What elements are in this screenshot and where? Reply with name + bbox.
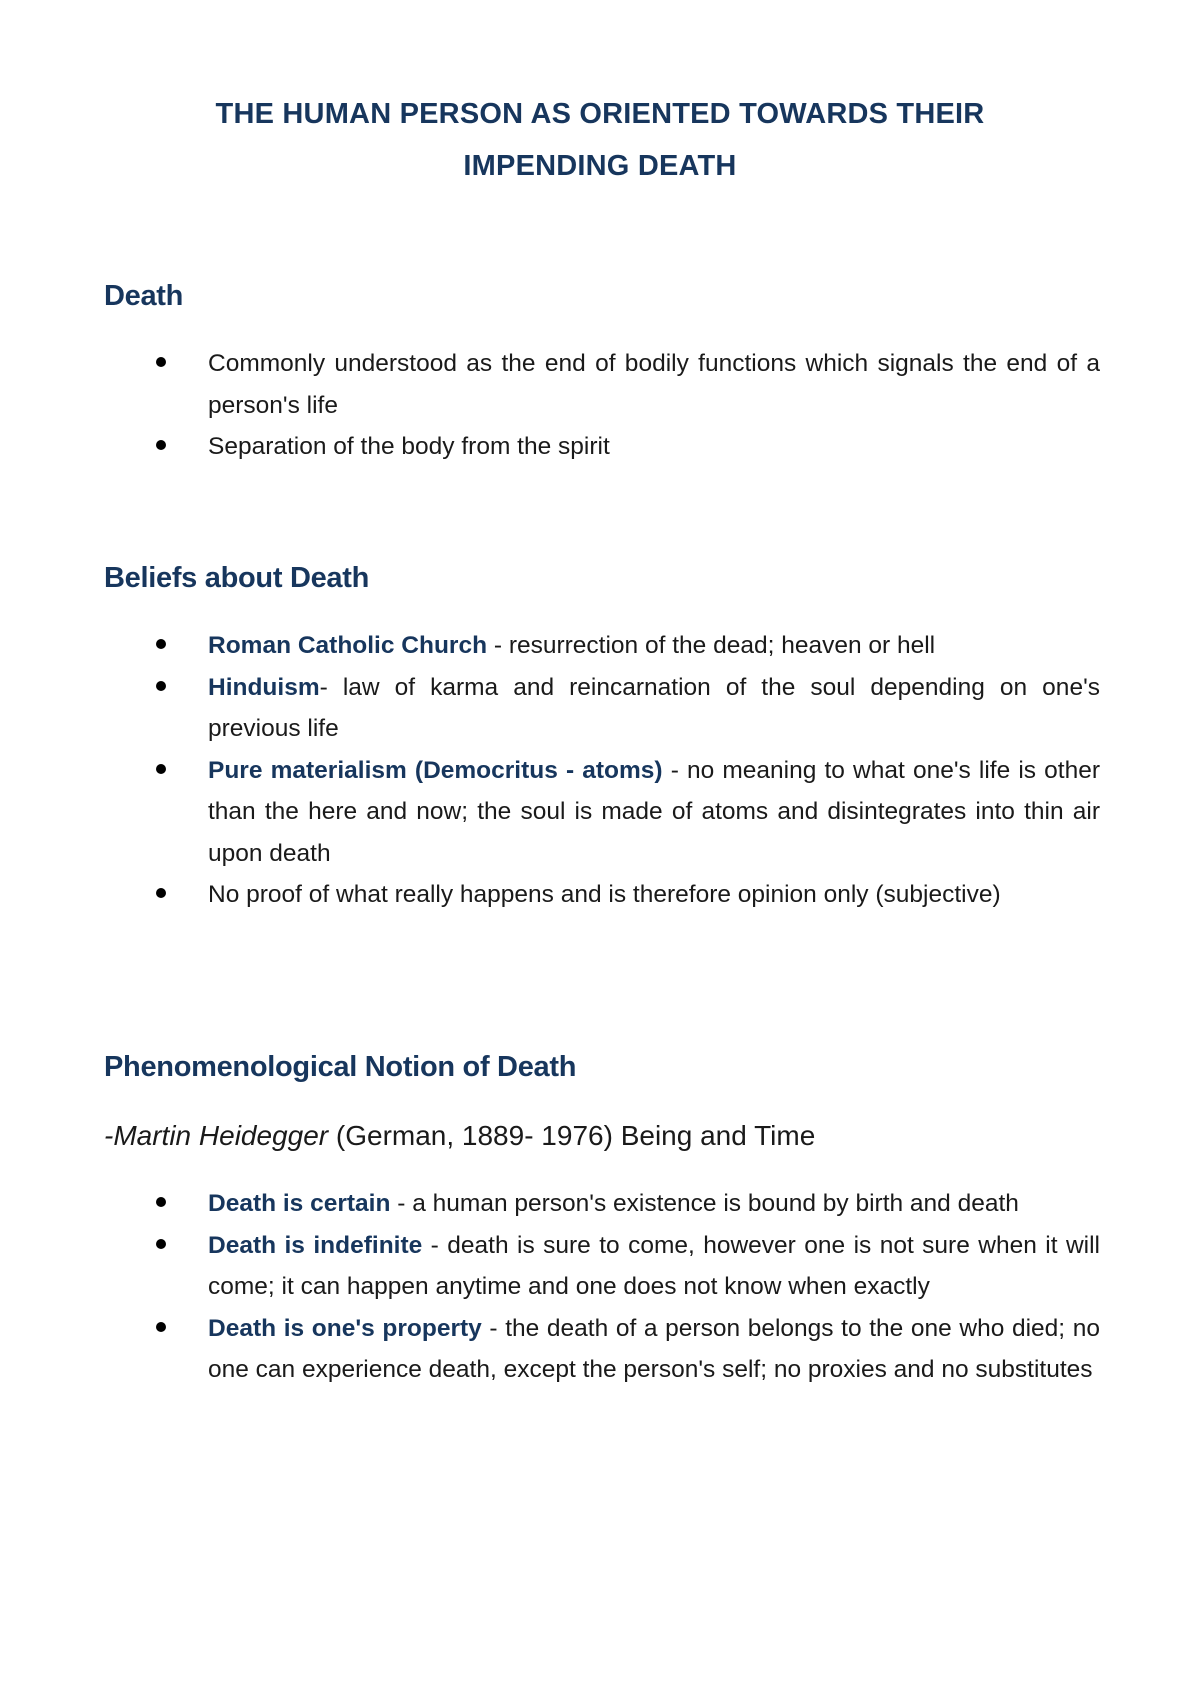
death-bullet-list [0,343,1200,468]
bullet-text: Separation of the body from the spirit [208,433,610,460]
section-heading-death: Death [104,280,184,312]
bullet-text: - the death of a person belongs to the one who died; no one can experience death, except the person's self; no proxies and no substitutes [208,1314,1100,1383]
bullet-text: - death is sure to come, however one is not sure when it will come; it can happen anytime and one does not know when exactly [208,1231,1100,1300]
attribution-details: (German, 1889- 1976) Being and Time [328,1120,816,1151]
bullet-icon [156,1197,166,1207]
document-title [100,88,1100,192]
bullet-icon [156,764,166,774]
section-heading-phenomenological: Phenomenological Notion of Death [104,1051,577,1083]
bullet-icon [156,681,166,691]
bullet-icon [156,440,166,450]
belief-term: Hinduism [208,673,320,701]
bullet-text: - resurrection of the dead; heaven or hell [487,632,936,659]
list-item [0,1183,1100,1225]
bullet-text: No proof of what really happens and is therefore opinion only (subjective) [208,881,1001,908]
bullet-icon [156,357,166,367]
bullet-text: - no meaning to what one's life is other than the here and now; the soul is made of atoms and disintegrates into thin air upon death [208,756,1100,867]
list-item [0,343,1100,426]
list-item [0,874,1100,916]
beliefs-bullet-list [0,625,1200,916]
phenomenological-bullet-list [0,1183,1200,1391]
list-item [0,625,1100,667]
bullet-icon [156,1239,166,1249]
title-line-2: IMPENDING DEATH [463,150,737,182]
notion-term: Death is certain [208,1190,391,1217]
list-item [0,1225,1100,1308]
belief-term: Pure materialism (Democritus - atoms) [208,756,663,784]
bullet-icon [156,1322,166,1332]
bullet-icon [156,639,166,649]
list-item [0,1308,1100,1391]
list-item [0,426,1100,468]
list-item [0,750,1100,875]
notion-term: Death is indefinite [208,1231,423,1259]
bullet-text: Commonly understood as the end of bodily functions which signals the end of a person's life [208,350,1100,419]
list-item [0,667,1100,750]
title-line-1: THE HUMAN PERSON AS ORIENTED TOWARDS THEIR [215,98,985,130]
bullet-text: - a human person's existence is bound by birth and death [390,1190,1019,1217]
heidegger-attribution [104,1118,815,1154]
attribution-name: -Martin Heidegger [104,1120,329,1151]
belief-term: Roman Catholic Church [208,632,488,659]
bullet-text: - law of karma and reincarnation of the soul depending on one's previous life [208,673,1100,742]
bullet-icon [156,888,166,898]
notion-term: Death is one's property [208,1314,482,1342]
section-heading-beliefs: Beliefs about Death [104,562,370,594]
